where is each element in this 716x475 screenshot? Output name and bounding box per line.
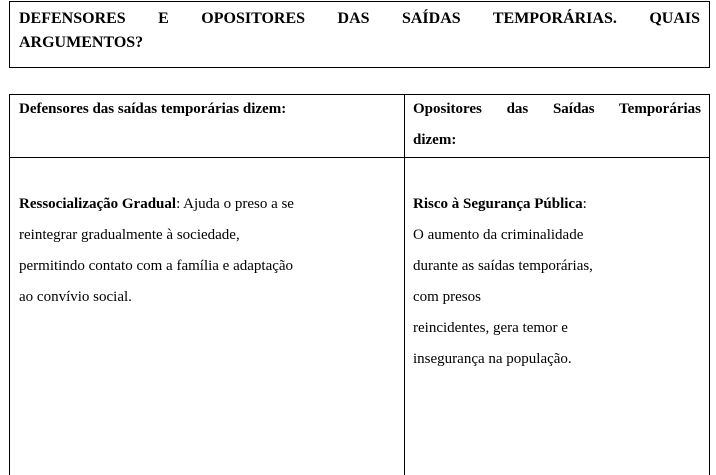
document-title <box>9 1 710 68</box>
cell-defensores-argument <box>19 189 395 313</box>
argument-line: reincidentes, gera temor e <box>413 320 568 336</box>
argument-line: insegurança na população. <box>413 351 572 367</box>
argument-line: reintegrar gradualmente à sociedade, <box>19 227 240 243</box>
argument-lead-line <box>19 189 395 220</box>
argument-title: Ressocialização Gradual <box>19 196 177 212</box>
argument-line: O aumento da criminalidade <box>413 227 584 243</box>
argument-line: com presos <box>413 289 481 305</box>
header-opositores <box>413 99 701 150</box>
argument-line: durante as saídas temporárias, <box>413 258 593 274</box>
title-line-1: DEFENSORES E OPOSITORES DAS SAÍDAS TEMPORÁRIAS. QUAIS <box>19 10 700 27</box>
header-row-divider <box>10 157 709 158</box>
argument-line: ao convívio social. <box>19 289 132 305</box>
argument-lead-text: : <box>582 196 587 212</box>
argument-title: Risco à Segurança Pública <box>413 196 583 212</box>
header-opositores-line-2: dizem: <box>413 132 457 148</box>
argument-lead-text: : Ajuda o preso a se <box>176 196 294 212</box>
title-line-2: ARGUMENTOS? <box>19 34 144 51</box>
argument-lead-line <box>413 189 701 220</box>
arguments-table <box>9 94 710 475</box>
cell-opositores-argument <box>413 189 701 375</box>
argument-line: permitindo contato com a família e adaptação <box>19 258 294 274</box>
column-divider <box>404 95 405 475</box>
header-opositores-line-1: Opositores das Saídas Temporárias <box>413 101 701 117</box>
header-defensores: Defensores das saídas temporárias dizem: <box>19 101 287 117</box>
